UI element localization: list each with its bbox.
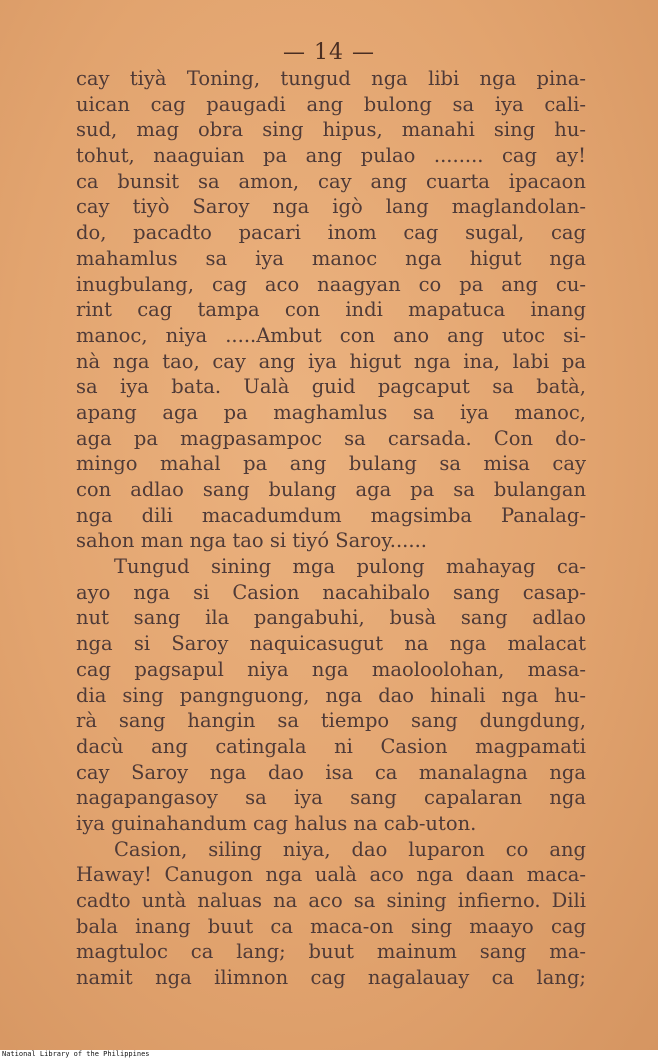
body-text bbox=[76, 66, 586, 991]
text-line: cadto untà naluas na aco sa sining infierno. Dili bbox=[76, 889, 586, 912]
text-line: cay tiyò Saroy nga igò lang maglandolan- bbox=[76, 195, 586, 219]
text-line: apang aga pa maghamlus sa iya manoc, bbox=[76, 400, 586, 424]
page-number: — 14 — bbox=[283, 40, 375, 65]
text-line: nga si Saroy naquicasugut na nga malacat bbox=[76, 632, 586, 656]
text-line: dacù ang catingala ni Casion magpamati bbox=[76, 734, 586, 758]
text-line: Casion, siling niya, dao luparon co ang bbox=[114, 837, 586, 861]
text-line: tohut, naaguian pa ang pulao ........ cag ay! bbox=[76, 144, 586, 168]
text-line: do, pacadto pacari inom cag sugal, cag bbox=[76, 221, 586, 245]
text-line: manoc, niya .....Ambut con ano ang utoc si- bbox=[76, 323, 586, 347]
text-line: rint cag tampa con indi mapatuca inang bbox=[76, 298, 586, 322]
text-line: nga dili macadumdum magsimba Panalag- bbox=[76, 503, 586, 527]
text-line: rà sang hangin sa tiempo sang dungdung, bbox=[76, 709, 586, 733]
text-line: cag pagsapul niya nga maoloolohan, masa- bbox=[76, 657, 586, 681]
text-line: nut sang ila pangabuhi, busà sang adlao bbox=[76, 606, 586, 630]
text-line: aga pa magpasampoc sa carsada. Con do- bbox=[76, 426, 586, 450]
text-line: mahamlus sa iya manoc nga higut nga bbox=[76, 246, 586, 270]
text-line: uican cag paugadi ang bulong sa iya cali- bbox=[76, 92, 586, 116]
text-line: nagapangasoy sa iya sang capalaran nga bbox=[76, 786, 586, 810]
text-line: Haway! Canugon nga ualà aco nga daan maca- bbox=[76, 863, 586, 887]
text-line: sahon man nga tao si tiyó Saroy...... bbox=[76, 529, 427, 553]
text-line: magtuloc ca lang; buut mainum sang ma- bbox=[76, 940, 586, 964]
text-line: Tungud sining mga pulong mahayag ca- bbox=[114, 555, 586, 579]
library-credit: National Library of the Philippines bbox=[2, 1050, 150, 1058]
text-line: bala inang buut ca maca-on sing maayo cag bbox=[76, 914, 586, 938]
text-line: con adlao sang bulang aga pa sa bulangan bbox=[76, 478, 586, 501]
text-line: nà nga tao, cay ang iya higut nga ina, labi pa bbox=[76, 349, 586, 373]
text-line: cay tiyà Toning, tungud nga libi nga pina- bbox=[76, 67, 586, 90]
text-line: namit nga ilimnon cag nagalauay ca lang; bbox=[76, 966, 586, 990]
text-line: mingo mahal pa ang bulang sa misa cay bbox=[76, 452, 586, 476]
text-line: iya guinahandum cag halus na cab-uton. bbox=[76, 811, 477, 835]
text-line: ca bunsit sa amon, cay ang cuarta ipacaon bbox=[76, 169, 586, 193]
text-line: cay Saroy nga dao isa ca manalagna nga bbox=[76, 760, 586, 784]
text-line: sud, mag obra sing hipus, manahi sing hu- bbox=[76, 118, 586, 142]
text-line: sa iya bata. Ualà guid pagcaput sa batà, bbox=[76, 375, 586, 399]
text-line: ayo nga si Casion nacahibalo sang casap- bbox=[76, 580, 586, 604]
text-line: dia sing pangnguong, nga dao hinali nga hu- bbox=[76, 683, 586, 707]
text-line: inugbulang, cag aco naagyan co pa ang cu- bbox=[76, 272, 586, 296]
